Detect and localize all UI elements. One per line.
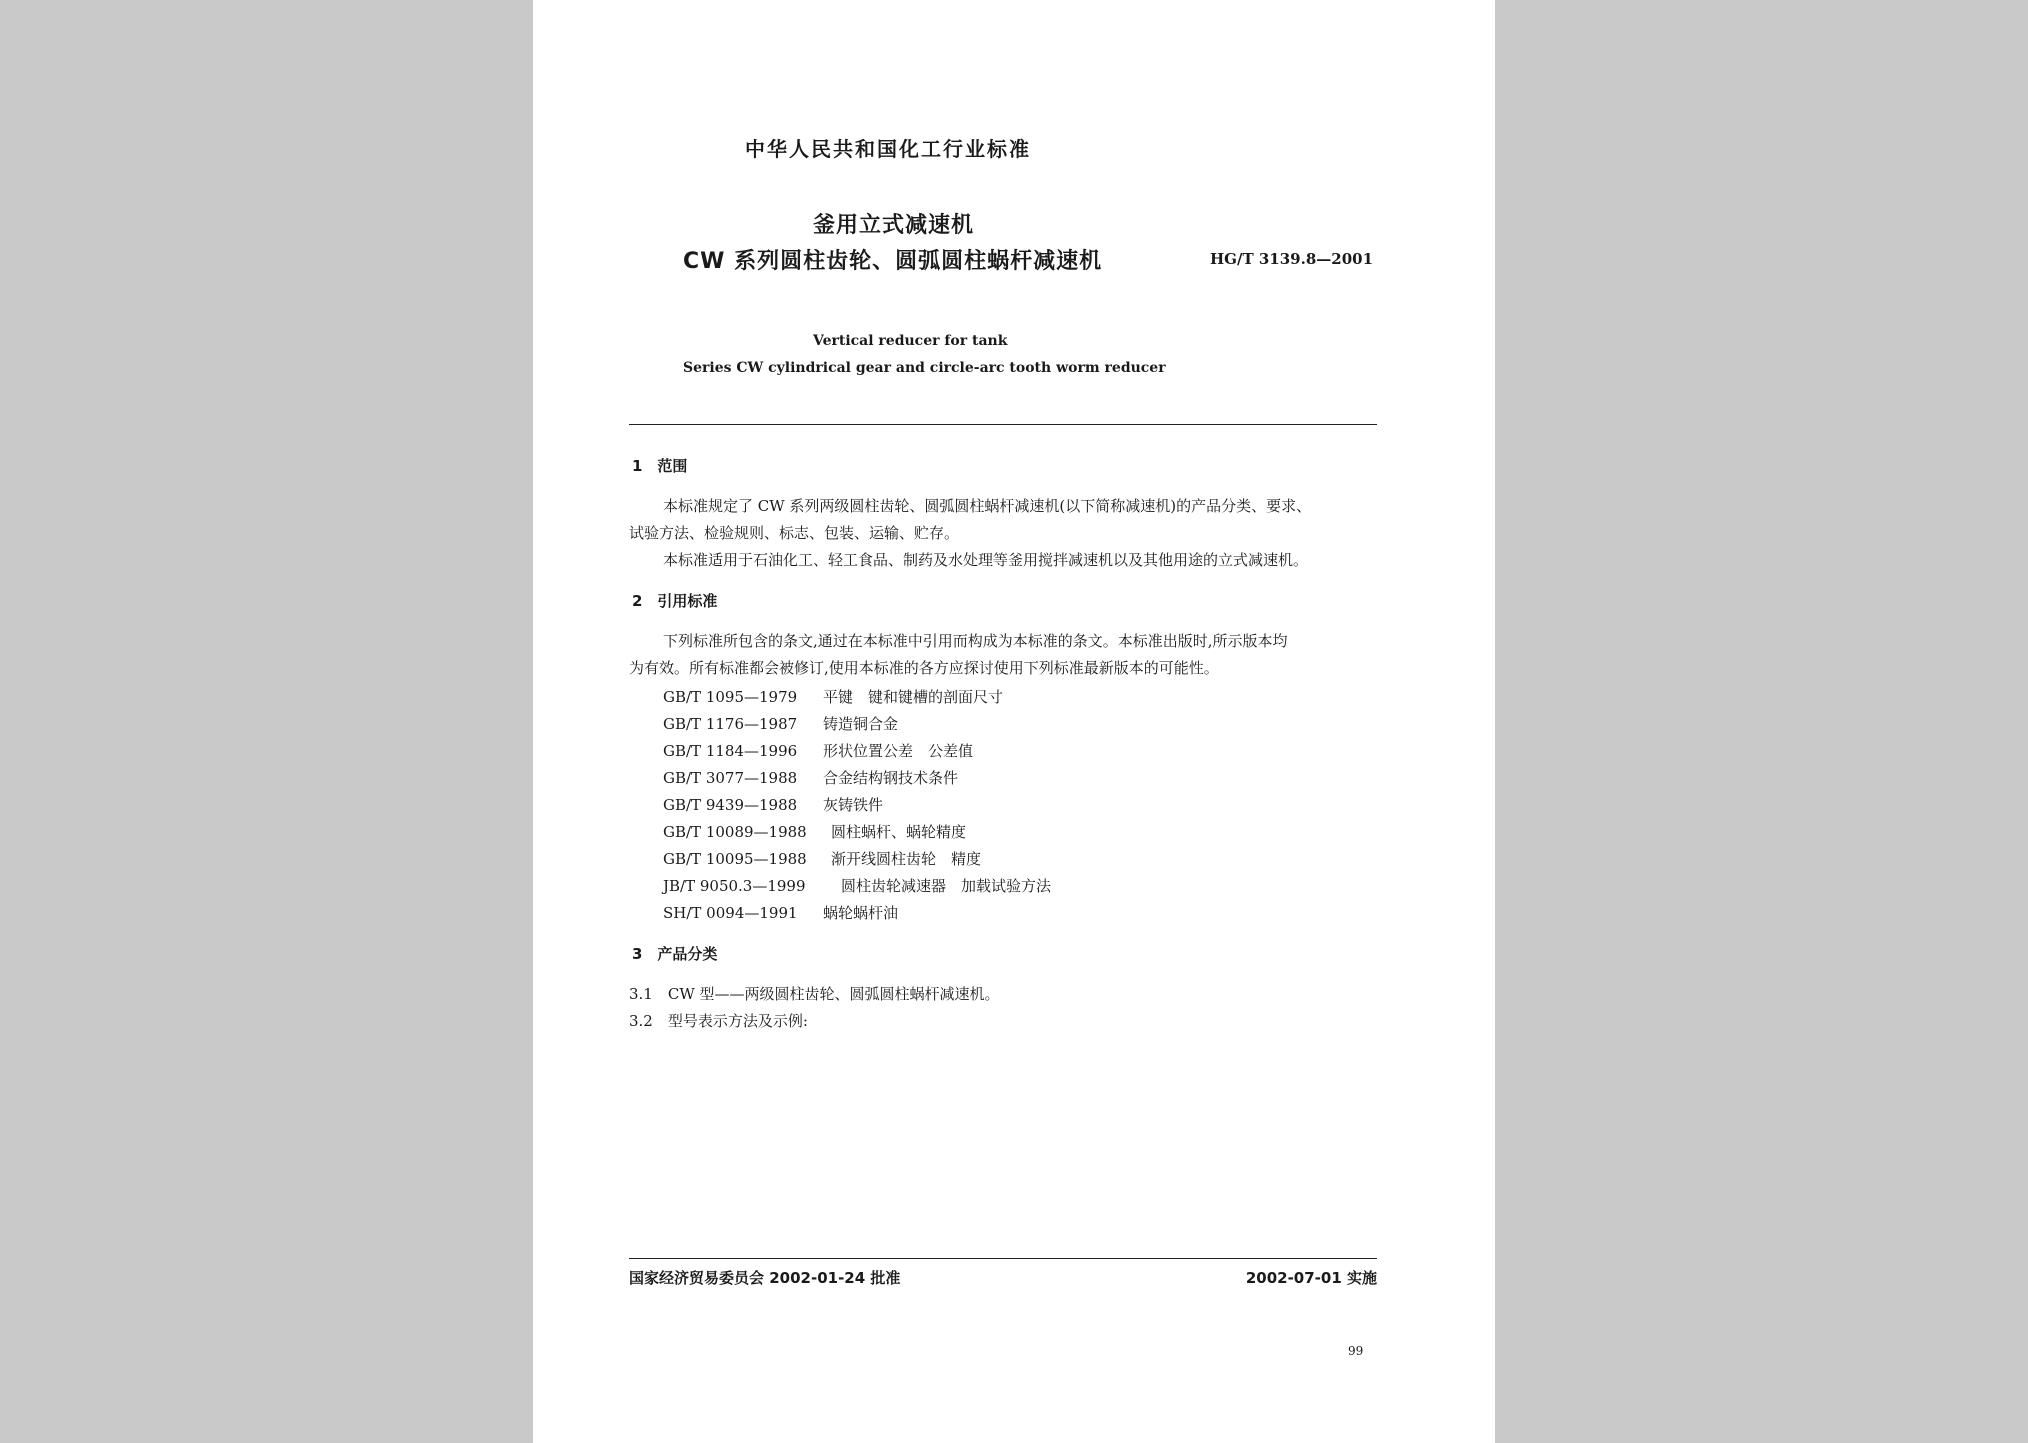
reference-code: GB/T 9439—1988: [663, 796, 798, 814]
reference-code: GB/T 3077—1988: [663, 769, 798, 787]
reference-name: 合金结构钢技术条件: [823, 769, 959, 787]
reference-name: 圆柱齿轮减速器 加载试验方法: [841, 877, 1052, 895]
reference-item: [663, 794, 883, 815]
section-3-heading: 3 产品分类: [632, 945, 718, 963]
reference-name: 灰铸铁件: [823, 796, 884, 814]
reference-item: [663, 821, 966, 842]
implementation-date: 2002-07-01 实施: [1245, 1269, 1377, 1287]
section-3-2: 3.2 型号表示方法及示例:: [629, 1012, 808, 1030]
standard-code: HG/T 3139.8—2001: [1210, 250, 1374, 268]
reference-name: 形状位置公差 公差值: [823, 742, 974, 760]
reference-code: GB/T 1184—1996: [663, 742, 798, 760]
english-title-line2: Series CW cylindrical gear and circle-arc tooth worm reducer: [683, 360, 1166, 376]
reference-code: JB/T 9050.3—1999: [663, 877, 806, 895]
section-3-1: 3.1 CW 型——两级圆柱齿轮、圆弧圆柱蜗杆减速机。: [629, 985, 1000, 1003]
standard-category-title: 中华人民共和国化工行业标准: [745, 137, 1031, 161]
page-number: 99: [1348, 1344, 1364, 1358]
document-page: [533, 0, 1495, 1443]
reference-code: GB/T 10089—1988: [663, 823, 807, 841]
section-2-para1-line1: 下列标准所包含的条文,通过在本标准中引用而构成为本标准的条文。本标准出版时,所示版本均: [663, 632, 1288, 650]
section-1-para1-line1: 本标准规定了 CW 系列两级圆柱齿轮、圆弧圆柱蜗杆减速机(以下简称减速机)的产品分类、要求、: [663, 497, 1312, 515]
section-2-heading: 2 引用标准: [632, 592, 718, 610]
reference-item: [663, 875, 1051, 896]
reference-code: GB/T 1095—1979: [663, 688, 798, 706]
reference-item: [663, 902, 898, 923]
document-title-line1: 釜用立式减速机: [813, 213, 975, 238]
document-title-line2: CW 系列圆柱齿轮、圆弧圆柱蜗杆减速机: [683, 249, 1103, 274]
reference-name: 平键 键和键槽的剖面尺寸: [823, 688, 1004, 706]
footer-divider: [629, 1258, 1377, 1259]
reference-item: [663, 848, 981, 869]
reference-item: [663, 713, 898, 734]
reference-item: [663, 686, 1003, 707]
reference-code: GB/T 10095—1988: [663, 850, 807, 868]
reference-code: GB/T 1176—1987: [663, 715, 798, 733]
english-title-line1: Vertical reducer for tank: [813, 333, 1008, 349]
reference-name: 蜗轮蜗杆油: [823, 904, 899, 922]
section-1-heading: 1 范围: [632, 457, 688, 475]
header-divider: [629, 424, 1377, 425]
section-1-para2: 本标准适用于石油化工、轻工食品、制药及水处理等釜用搅拌减速机以及其他用途的立式减速机。: [663, 551, 1309, 569]
section-1-para1-line2: 试验方法、检验规则、标志、包装、运输、贮存。: [629, 524, 960, 542]
reference-name: 渐开线圆柱齿轮 精度: [831, 850, 982, 868]
reference-name: 圆柱蜗杆、蜗轮精度: [831, 823, 967, 841]
section-2-para1-line2: 为有效。所有标准都会被修订,使用本标准的各方应探讨使用下列标准最新版本的可能性。: [629, 659, 1219, 677]
reference-item: [663, 767, 958, 788]
approval-text: 国家经济贸易委员会 2002-01-24 批准: [629, 1269, 901, 1287]
reference-code: SH/T 0094—1991: [663, 904, 798, 922]
reference-name: 铸造铜合金: [823, 715, 899, 733]
reference-item: [663, 740, 973, 761]
